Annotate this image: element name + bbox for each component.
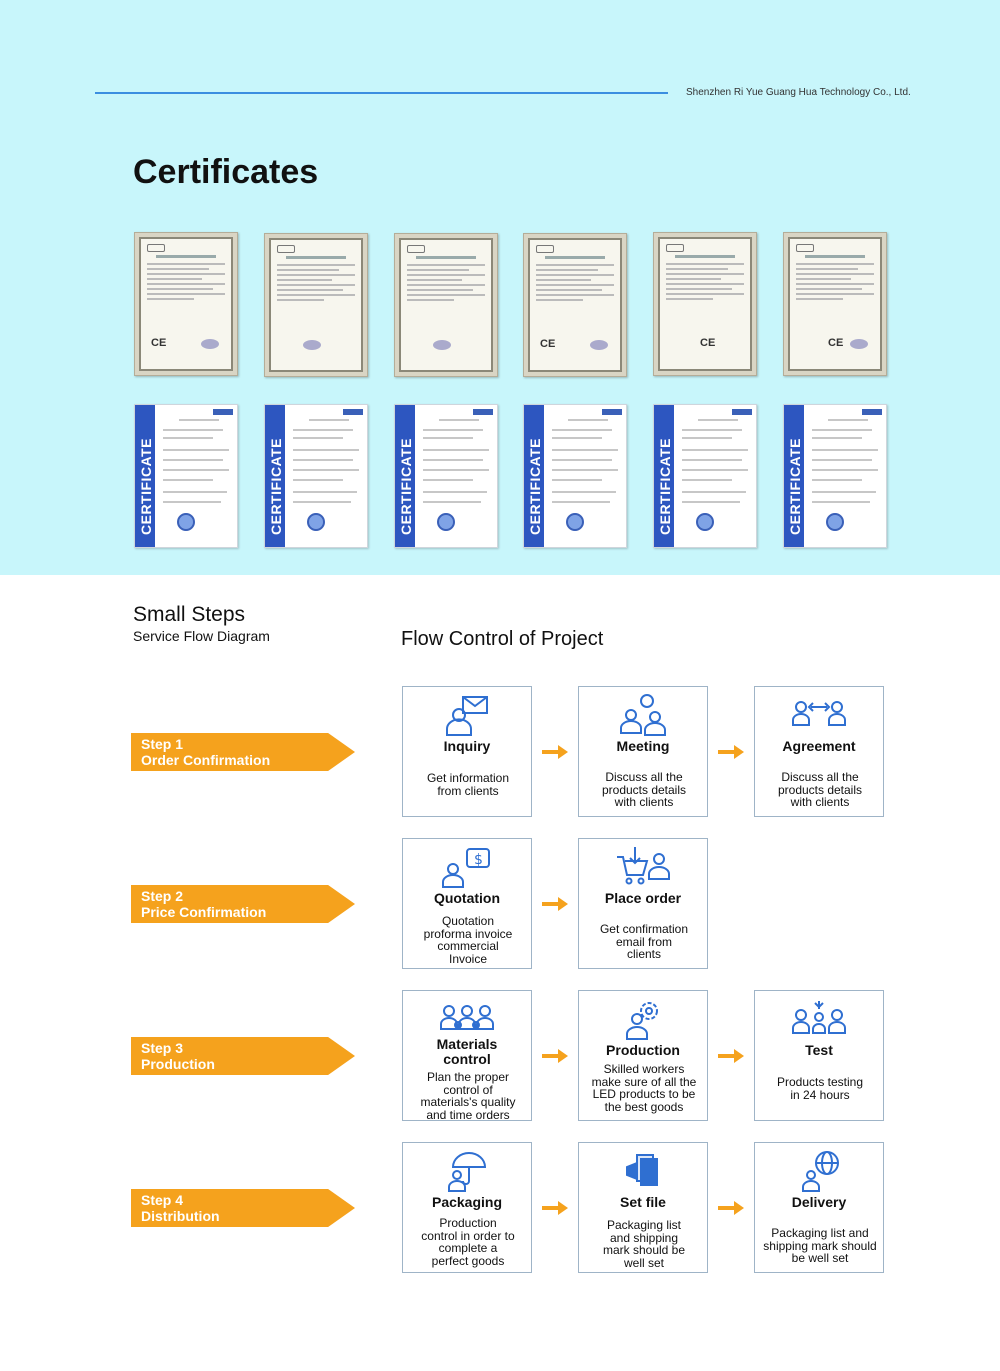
ce-mark: CE xyxy=(828,337,844,349)
certificate-blue-2 xyxy=(264,404,368,548)
card-meeting xyxy=(578,686,708,817)
service-flow-subtitle: Service Flow Diagram xyxy=(133,628,270,644)
mail-person-icon xyxy=(403,693,531,737)
card-test xyxy=(754,990,884,1121)
step-label: Step 1 xyxy=(141,736,184,752)
card-title: Materials control xyxy=(436,1036,498,1067)
step-label: Step 3 xyxy=(141,1040,184,1056)
certificate-band-label: CERTIFICATE xyxy=(268,437,284,535)
step-2-banner xyxy=(131,885,355,923)
card-description: Packaging list and shipping mark should be well set xyxy=(602,1218,686,1270)
company-name: Shenzhen Ri Yue Guang Hua Technology Co., Ltd. xyxy=(686,87,911,98)
certificate-blue-1 xyxy=(134,404,238,548)
small-steps-heading: Small Steps xyxy=(133,603,246,626)
card-description: Skilled workers make sure of all the LED products to be the best goods xyxy=(591,1062,697,1114)
card-title: Set file xyxy=(620,1194,666,1210)
card-packaging xyxy=(402,1142,532,1273)
certificate-ce-3 xyxy=(394,233,498,377)
test-team-icon xyxy=(755,997,883,1041)
card-description: Plan the proper control of materials's quality and time orders xyxy=(420,1070,516,1122)
card-inquiry xyxy=(402,686,532,817)
certificate-blue-5 xyxy=(653,404,757,548)
card-set-file xyxy=(578,1142,708,1273)
ce-mark: CE xyxy=(540,338,556,350)
ce-mark: CE xyxy=(151,337,167,349)
quotation-icon xyxy=(403,845,531,889)
card-title: Production xyxy=(606,1042,680,1058)
card-description: Quotation proforma invoice commercial Invoice xyxy=(423,914,513,966)
ce-mark: CE xyxy=(700,337,716,349)
certificate-ce-4 xyxy=(523,233,627,377)
certificate-band-label: CERTIFICATE xyxy=(527,437,543,535)
card-title: Delivery xyxy=(791,1194,847,1210)
card-title: Packaging xyxy=(431,1194,503,1210)
certificates-section xyxy=(0,0,1000,575)
arrow-right-icon xyxy=(540,1200,570,1216)
card-title: Place order xyxy=(604,890,682,906)
card-title: Agreement xyxy=(782,738,856,754)
step-label: Step 2 xyxy=(141,888,184,904)
certificate-ce-6 xyxy=(783,232,887,376)
umbrella-icon xyxy=(403,1149,531,1193)
team-icon xyxy=(403,997,531,1041)
step-name: Distribution xyxy=(141,1208,220,1224)
certificate-blue-6 xyxy=(783,404,887,548)
file-icon xyxy=(579,1149,707,1193)
step-name: Price Confirmation xyxy=(141,904,267,920)
card-description: Packaging list and shipping mark should be well set xyxy=(763,1226,877,1265)
step-label: Step 4 xyxy=(141,1192,184,1208)
certificates-title: Certificates xyxy=(133,153,319,191)
certificate-band-label: CERTIFICATE xyxy=(657,437,673,535)
gear-person-icon xyxy=(579,997,707,1041)
agreement-icon xyxy=(755,693,883,737)
card-description: Production control in order to complete a perfect goods xyxy=(421,1216,515,1268)
certificate-blue-4 xyxy=(523,404,627,548)
step-3-banner xyxy=(131,1037,355,1075)
card-description: Get confirmation email from clients xyxy=(599,922,689,961)
card-place-order xyxy=(578,838,708,969)
card-description: Discuss all the products details with clients xyxy=(777,770,863,809)
cart-icon xyxy=(579,845,707,889)
arrow-right-icon xyxy=(716,1048,746,1064)
svg-text:$: $ xyxy=(474,852,483,868)
certificate-band-label: CERTIFICATE xyxy=(398,437,414,535)
step-1-banner xyxy=(131,733,355,771)
certificate-band-label: CERTIFICATE xyxy=(787,437,803,535)
card-description: Get information from clients xyxy=(426,771,510,798)
step-name: Order Confirmation xyxy=(141,752,271,768)
certificate-ce-2 xyxy=(264,233,368,377)
arrow-right-icon xyxy=(716,744,746,760)
card-title: Meeting xyxy=(616,738,670,754)
certificate-blue-3 xyxy=(394,404,498,548)
card-quotation xyxy=(402,838,532,969)
card-production xyxy=(578,990,708,1121)
step-name: Production xyxy=(141,1056,215,1072)
arrow-right-icon xyxy=(540,896,570,912)
certificate-ce-1 xyxy=(134,232,238,376)
meeting-icon xyxy=(579,693,707,737)
card-materials-control xyxy=(402,990,532,1121)
arrow-right-icon xyxy=(540,1048,570,1064)
globe-person-icon xyxy=(755,1149,883,1193)
step-4-banner xyxy=(131,1189,355,1227)
arrow-right-icon xyxy=(716,1200,746,1216)
certificate-ce-5 xyxy=(653,232,757,376)
card-title: Test xyxy=(805,1042,833,1058)
arrow-right-icon xyxy=(540,744,570,760)
card-description: Products testing in 24 hours xyxy=(776,1075,864,1102)
card-title: Quotation xyxy=(433,890,501,906)
card-description: Discuss all the products details with clients xyxy=(601,770,687,809)
card-title: Inquiry xyxy=(443,738,491,754)
flow-control-title: Flow Control of Project xyxy=(401,628,604,650)
card-delivery xyxy=(754,1142,884,1273)
header-divider xyxy=(95,92,668,94)
certificate-band-label: CERTIFICATE xyxy=(138,437,154,535)
card-agreement xyxy=(754,686,884,817)
